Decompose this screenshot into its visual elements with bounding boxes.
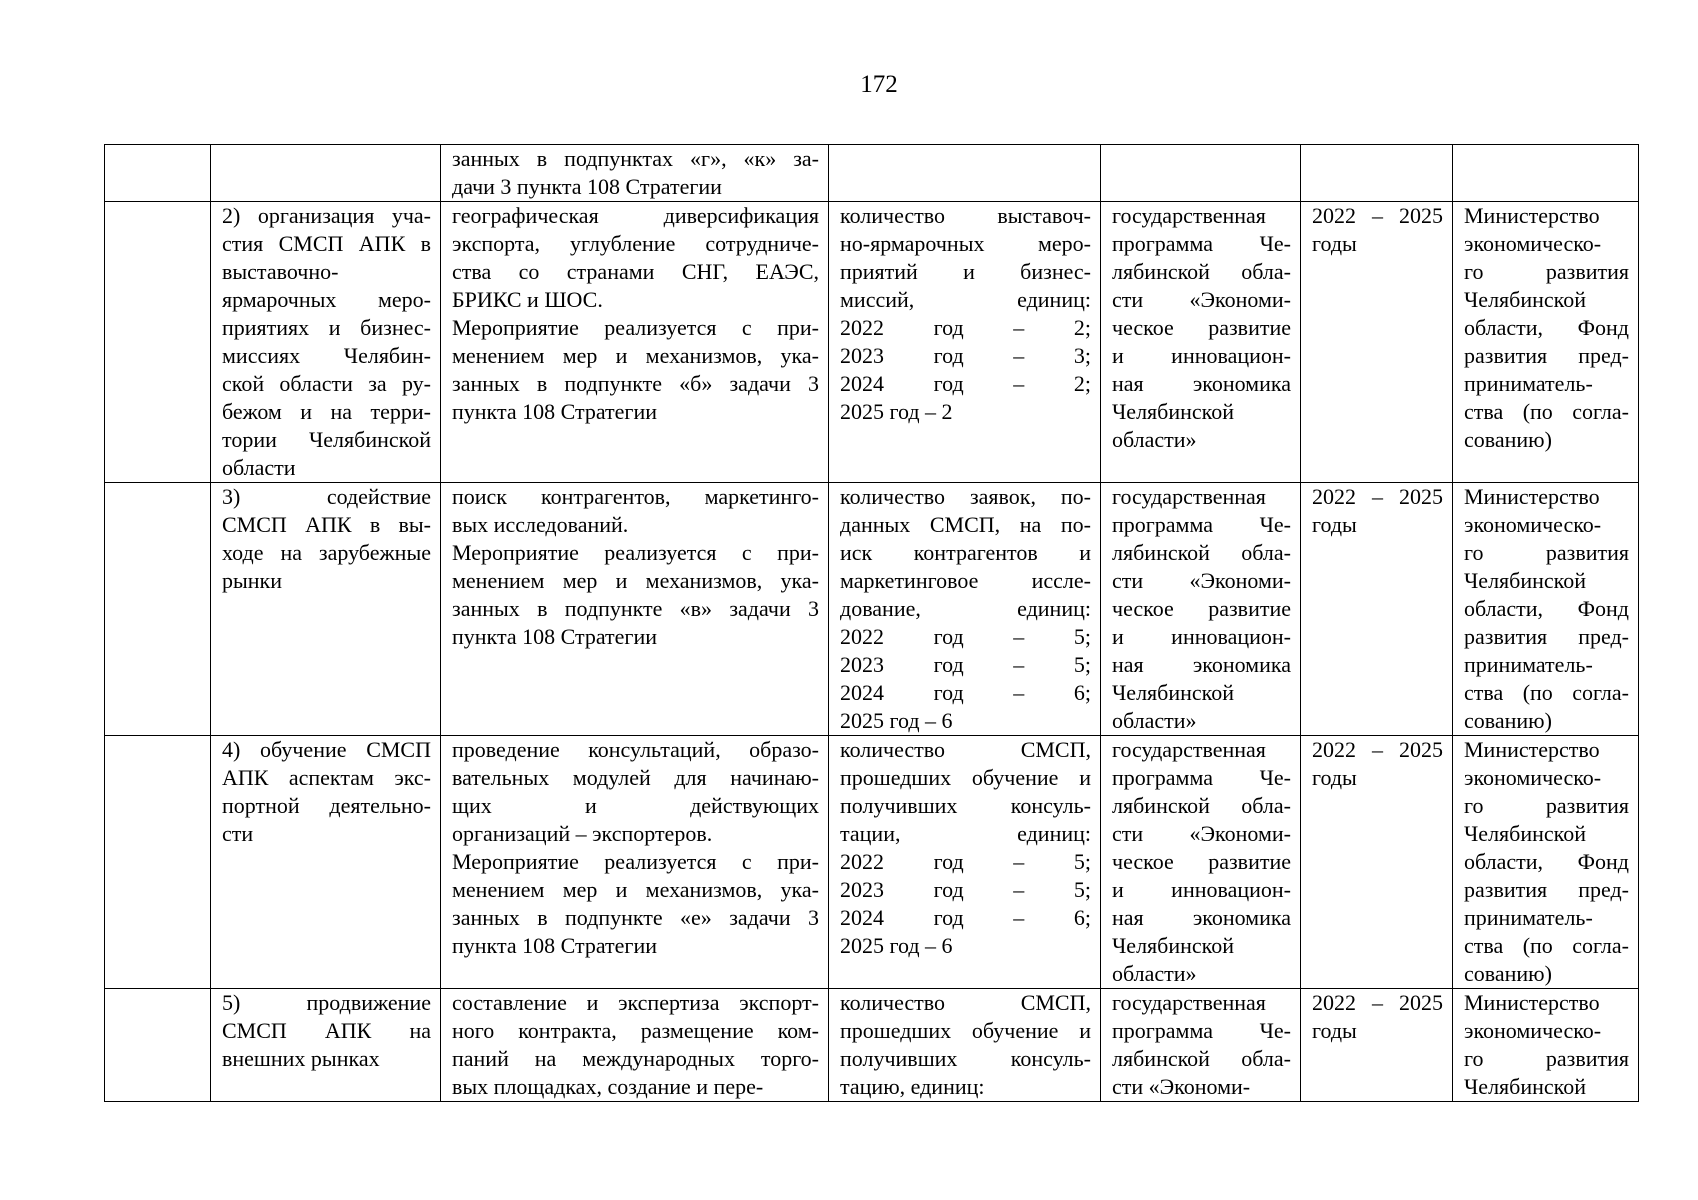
cell-period (1301, 145, 1453, 202)
cell-line: государственная (1112, 990, 1266, 1015)
cell-line: Министерство (1464, 737, 1600, 762)
cell-line: внешних рынках (222, 1046, 380, 1071)
cell-line: ходе на зарубежные (222, 540, 431, 565)
cell-line: пункта 108 Стратегии (452, 624, 658, 649)
cell-line: тории Челябинской (222, 427, 431, 452)
cell-line: программа Че- (1112, 1018, 1291, 1043)
table-row (105, 989, 1639, 1102)
cell-period (1301, 483, 1453, 736)
table-row (105, 483, 1639, 736)
cell-line: дование, единиц: (840, 596, 1091, 621)
cell-line: 2024 год – 2; (840, 371, 1091, 396)
cell-event (211, 145, 441, 202)
cell-source (1101, 989, 1301, 1102)
cell-line: го развития (1464, 793, 1629, 818)
cell-line: 2023 год – 5; (840, 652, 1091, 677)
cell-line: составление и экспертиза экспорт- (452, 990, 819, 1015)
cell-line: сти «Экономи- (1112, 568, 1291, 593)
cell-line: развития пред- (1464, 877, 1629, 902)
cell-line: 2022 – 2025 (1312, 203, 1443, 228)
cell-line: миссиях Челябин- (222, 343, 431, 368)
cell-source (1101, 202, 1301, 483)
cell-num (105, 989, 211, 1102)
cell-description (441, 989, 829, 1102)
cell-line: ная экономика (1112, 905, 1291, 930)
cell-line: 2023 год – 5; (840, 877, 1091, 902)
cell-line: 2025 год – 2 (840, 399, 953, 424)
cell-line: го развития (1464, 259, 1629, 284)
cell-line: менением мер и механизмов, ука- (452, 877, 819, 902)
cell-line: географическая диверсификация (452, 203, 819, 228)
table-row (105, 145, 1639, 202)
cell-line: Министерство (1464, 990, 1600, 1015)
cell-line: получивших консуль- (840, 1046, 1091, 1071)
cell-line: 2025 год – 6 (840, 933, 953, 958)
cell-line: выставочно- (222, 259, 339, 284)
cell-line: программа Че- (1112, 512, 1291, 537)
cell-line: 2022 год – 2; (840, 315, 1091, 340)
cell-line: лябинской обла- (1112, 540, 1291, 565)
cell-line: вых площадках, создание и пере- (452, 1074, 764, 1099)
cell-line: области, Фонд (1464, 596, 1629, 621)
cell-line: Челябинской (1464, 568, 1587, 593)
cell-line: области» (1112, 427, 1197, 452)
cell-line: области (222, 455, 296, 480)
cell-line: но-ярмарочных меро- (840, 231, 1091, 256)
cell-line: ства (по согла- (1464, 399, 1629, 424)
cell-source (1101, 145, 1301, 202)
cell-line: области, Фонд (1464, 315, 1629, 340)
cell-line: СМСП АПК в вы- (222, 512, 431, 537)
cell-event (211, 736, 441, 989)
cell-line: приятий и бизнес- (840, 259, 1091, 284)
cell-line: Челябинской (1112, 933, 1235, 958)
cell-line: тации, единиц: (840, 821, 1091, 846)
cell-line: 3) содействие (222, 484, 431, 509)
cell-line: 2022 – 2025 (1312, 737, 1443, 762)
cell-line: экономическо- (1464, 512, 1602, 537)
cell-line: тацию, единиц: (840, 1074, 985, 1099)
cell-line: Министерство (1464, 203, 1600, 228)
cell-line: ная экономика (1112, 371, 1291, 396)
cell-line: и инновацион- (1112, 624, 1291, 649)
page-number: 172 (860, 71, 898, 98)
cell-line: ства (по согла- (1464, 933, 1629, 958)
cell-executor (1453, 202, 1639, 483)
cell-line: менением мер и механизмов, ука- (452, 568, 819, 593)
cell-period (1301, 736, 1453, 989)
cell-line: иск контрагентов и (840, 540, 1091, 565)
cell-line: приниматель- (1464, 905, 1593, 930)
cell-line: программа Че- (1112, 765, 1291, 790)
cell-num (105, 202, 211, 483)
cell-description (441, 145, 829, 202)
cell-line: сти (222, 821, 254, 846)
table-row (105, 202, 1639, 483)
cell-line: БРИКС и ШОС. (452, 287, 603, 312)
cell-line: Челябинской (1464, 287, 1587, 312)
cell-line: приниматель- (1464, 652, 1593, 677)
cell-line: области» (1112, 708, 1197, 733)
cell-executor (1453, 483, 1639, 736)
cell-line: ная экономика (1112, 652, 1291, 677)
cell-line: проведение консультаций, образо- (452, 737, 819, 762)
cell-line: занных в подпункте «в» задачи 3 (452, 596, 819, 621)
cell-line: поиск контрагентов, маркетинго- (452, 484, 819, 509)
cell-line: портной деятельно- (222, 793, 431, 818)
cell-line: Мероприятие реализуется с при- (452, 540, 819, 565)
cell-line: области» (1112, 961, 1197, 986)
cell-source (1101, 736, 1301, 989)
cell-line: сованию) (1464, 961, 1552, 986)
cell-line: сти «Экономи- (1112, 287, 1291, 312)
cell-line: сти «Экономи- (1112, 821, 1291, 846)
cell-period (1301, 989, 1453, 1102)
cell-line: стия СМСП АПК в (222, 231, 431, 256)
cell-line: прошедших обучение и (840, 1018, 1091, 1043)
cell-line: СМСП АПК на (222, 1018, 431, 1043)
cell-line: ярмарочных меро- (222, 287, 431, 312)
cell-line: лябинской обла- (1112, 1046, 1291, 1071)
cell-indicator (829, 736, 1101, 989)
cell-line: Министерство (1464, 484, 1600, 509)
cell-event (211, 202, 441, 483)
cell-line: 2022 год – 5; (840, 849, 1091, 874)
cell-indicator (829, 483, 1101, 736)
cell-num (105, 483, 211, 736)
cell-line: 4) обучение СМСП (222, 737, 431, 762)
cell-line: пункта 108 Стратегии (452, 399, 658, 424)
cell-event (211, 989, 441, 1102)
cell-line: ства (по согла- (1464, 680, 1629, 705)
cell-line: количество СМСП, (840, 990, 1091, 1015)
cell-line: го развития (1464, 1046, 1629, 1071)
measures-table (104, 144, 1639, 1102)
cell-line: занных в подпунктах «г», «к» за- (452, 146, 819, 171)
cell-line: количество заявок, по- (840, 484, 1091, 509)
cell-line: приятиях и бизнес- (222, 315, 431, 340)
cell-line: ческое развитие (1112, 596, 1291, 621)
cell-line: и инновацион- (1112, 343, 1291, 368)
cell-indicator (829, 989, 1101, 1102)
cell-line: 2022 – 2025 (1312, 484, 1443, 509)
cell-line: менением мер и механизмов, ука- (452, 343, 819, 368)
cell-description (441, 736, 829, 989)
cell-line: вательных модулей для начинаю- (452, 765, 819, 790)
cell-indicator (829, 145, 1101, 202)
cell-line: Челябинской (1112, 399, 1235, 424)
cell-line: 2) организация уча- (222, 203, 431, 228)
cell-line: АПК аспектам экс- (222, 765, 431, 790)
cell-description (441, 202, 829, 483)
cell-line: получивших консуль- (840, 793, 1091, 818)
cell-line: паний на международных торго- (452, 1046, 819, 1071)
cell-line: Челябинской (1464, 821, 1587, 846)
cell-line: годы (1312, 231, 1357, 256)
cell-line: государственная (1112, 484, 1266, 509)
cell-line: 2024 год – 6; (840, 680, 1091, 705)
cell-line: организаций – экспортеров. (452, 821, 713, 846)
cell-line: сти «Экономи- (1112, 1074, 1251, 1099)
cell-line: дачи 3 пункта 108 Стратегии (452, 174, 722, 199)
cell-line: пункта 108 Стратегии (452, 933, 658, 958)
cell-line: сованию) (1464, 708, 1552, 733)
cell-num (105, 736, 211, 989)
cell-line: 2022 год – 5; (840, 624, 1091, 649)
cell-line: ческое развитие (1112, 849, 1291, 874)
cell-line: годы (1312, 512, 1357, 537)
cell-line: государственная (1112, 203, 1266, 228)
cell-line: количество выставоч- (840, 203, 1091, 228)
cell-line: количество СМСП, (840, 737, 1091, 762)
table-row (105, 736, 1639, 989)
cell-line: Челябинской (1112, 680, 1235, 705)
cell-line: ческое развитие (1112, 315, 1291, 340)
cell-num (105, 145, 211, 202)
cell-line: государственная (1112, 737, 1266, 762)
cell-line: лябинской обла- (1112, 259, 1291, 284)
cell-executor (1453, 736, 1639, 989)
cell-line: и инновацион- (1112, 877, 1291, 902)
cell-line: маркетинговое иссле- (840, 568, 1091, 593)
cell-line: развития пред- (1464, 624, 1629, 649)
cell-line: 2025 год – 6 (840, 708, 953, 733)
cell-line: ской области за ру- (222, 371, 431, 396)
cell-line: Челябинской (1464, 1074, 1587, 1099)
cell-line: экономическо- (1464, 231, 1602, 256)
cell-line: миссий, единиц: (840, 287, 1091, 312)
cell-line: развития пред- (1464, 343, 1629, 368)
cell-line: приниматель- (1464, 371, 1593, 396)
cell-line: ного контракта, размещение ком- (452, 1018, 819, 1043)
cell-event (211, 483, 441, 736)
cell-line: го развития (1464, 540, 1629, 565)
cell-line: щих и действующих (452, 793, 819, 818)
cell-line: 2022 – 2025 (1312, 990, 1443, 1015)
cell-description (441, 483, 829, 736)
cell-line: занных в подпункте «е» задачи 3 (452, 905, 819, 930)
cell-line: ства со странами СНГ, ЕАЭС, (452, 259, 819, 284)
cell-line: экспорта, углубление сотрудниче- (452, 231, 819, 256)
cell-line: прошедших обучение и (840, 765, 1091, 790)
cell-executor (1453, 145, 1639, 202)
cell-line: экономическо- (1464, 765, 1602, 790)
cell-line: годы (1312, 1018, 1357, 1043)
cell-executor (1453, 989, 1639, 1102)
cell-line: лябинской обла- (1112, 793, 1291, 818)
cell-line: годы (1312, 765, 1357, 790)
cell-line: области, Фонд (1464, 849, 1629, 874)
cell-line: данных СМСП, на по- (840, 512, 1091, 537)
cell-indicator (829, 202, 1101, 483)
cell-line: занных в подпункте «б» задачи 3 (452, 371, 819, 396)
cell-line: рынки (222, 568, 283, 593)
cell-line: 2024 год – 6; (840, 905, 1091, 930)
cell-line: 5) продвижение (222, 990, 431, 1015)
cell-line: Мероприятие реализуется с при- (452, 315, 819, 340)
cell-line: 2023 год – 3; (840, 343, 1091, 368)
cell-line: экономическо- (1464, 1018, 1602, 1043)
cell-line: вых исследований. (452, 512, 629, 537)
cell-line: бежом и на терри- (222, 399, 431, 424)
cell-line: Мероприятие реализуется с при- (452, 849, 819, 874)
cell-line: программа Че- (1112, 231, 1291, 256)
cell-period (1301, 202, 1453, 483)
cell-source (1101, 483, 1301, 736)
cell-line: сованию) (1464, 427, 1552, 452)
